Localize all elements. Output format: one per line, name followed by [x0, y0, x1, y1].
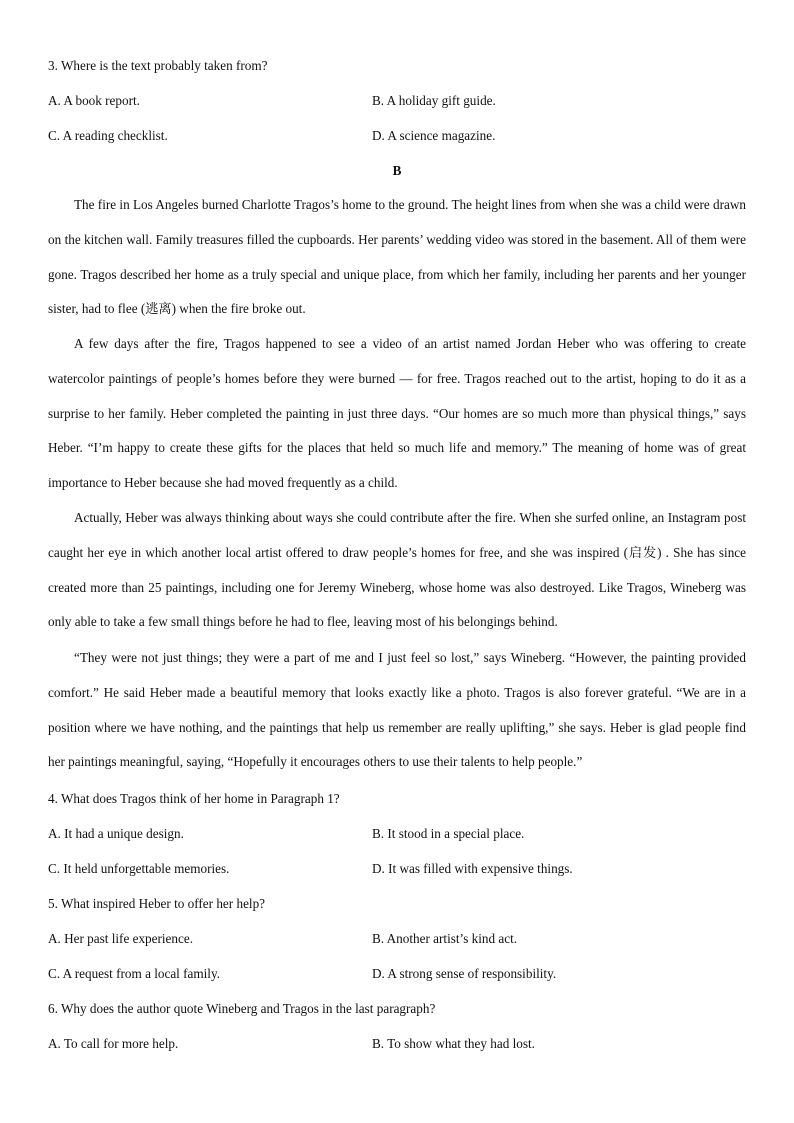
- q6-option-b: B. To show what they had lost.: [372, 1036, 535, 1051]
- q3-option-d: D. A science magazine.: [372, 128, 496, 143]
- q4-option-c: C. It held unforgettable memories.: [48, 861, 230, 876]
- question-4: 4. What does Tragos think of her home in Paragraph 1?: [48, 791, 340, 806]
- q4-option-b: B. It stood in a special place.: [372, 826, 525, 841]
- q3-option-c: C. A reading checklist.: [48, 128, 168, 143]
- passage-paragraph-4: “They were not just things; they were a part of me and I just feel so lost,” says Wineberg. “However, the painting provided comfort.” He said Heber made a beautiful memory that looks exactly like a photo. Tragos is also forever grateful. “We are in a position where we have nothing, and the paintings that help us remember are really uplifting,” she says. Heber is glad people find her paintings meaningful, saying, “Hopefully it encourages others to use their talents to help people.”: [48, 650, 746, 770]
- q3-option-a: A. A book report.: [48, 93, 140, 108]
- question-3: 3. Where is the text probably taken from?: [48, 58, 268, 73]
- q5-option-b: B. Another artist’s kind act.: [372, 931, 518, 946]
- q4-option-d: D. It was filled with expensive things.: [372, 861, 573, 876]
- passage-paragraph-3: Actually, Heber was always thinking about ways she could contribute after the fire. When she surfed online, an Instagram post caught her eye in which another local artist offered to draw people’s homes for free, and she was inspired (启发) . She has since created more than 25 paintings, including one for Jeremy Wineberg, whose home was also destroyed. Like Tragos, Wineberg was only able to take a few small things before he had to flee, leaving most of his belongings behind.: [48, 510, 746, 630]
- q4-option-a: A. It had a unique design.: [48, 826, 184, 841]
- q5-option-c: C. A request from a local family.: [48, 966, 221, 981]
- q5-option-d: D. A strong sense of responsibility.: [372, 966, 557, 981]
- question-5: 5. What inspired Heber to offer her help?: [48, 896, 266, 911]
- section-title: B: [392, 163, 402, 178]
- q3-option-b: B. A holiday gift guide.: [372, 93, 496, 108]
- passage-paragraph-2: A few days after the fire, Tragos happened to see a video of an artist named Jordan Heber who was offering to create watercolor paintings of people’s homes before they were burned — for free. Tragos reached out to the artist, hoping to do it as a surprise to her family. Heber completed the painting in just three days. “Our homes are so much more than physical things,” says Heber. “I’m happy to create these gifts for the places that held so much life and memory.” The meaning of home was of great importance to Heber because she had moved frequently as a child.: [48, 336, 746, 491]
- passage-paragraph-1: The fire in Los Angeles burned Charlotte Tragos’s home to the ground. The height lines from when she was a child were drawn on the kitchen wall. Family treasures filled the cupboards. Her parents’ wedding video was stored in the basement. All of them were gone. Tragos described her home as a truly special and unique place, from which her family, including her parents and her younger sister, had to flee (逃离) when the fire broke out.: [48, 197, 746, 317]
- question-6: 6. Why does the author quote Wineberg and Tragos in the last paragraph?: [48, 1001, 436, 1016]
- q5-option-a: A. Her past life experience.: [48, 931, 193, 946]
- q6-option-a: A. To call for more help.: [48, 1036, 179, 1051]
